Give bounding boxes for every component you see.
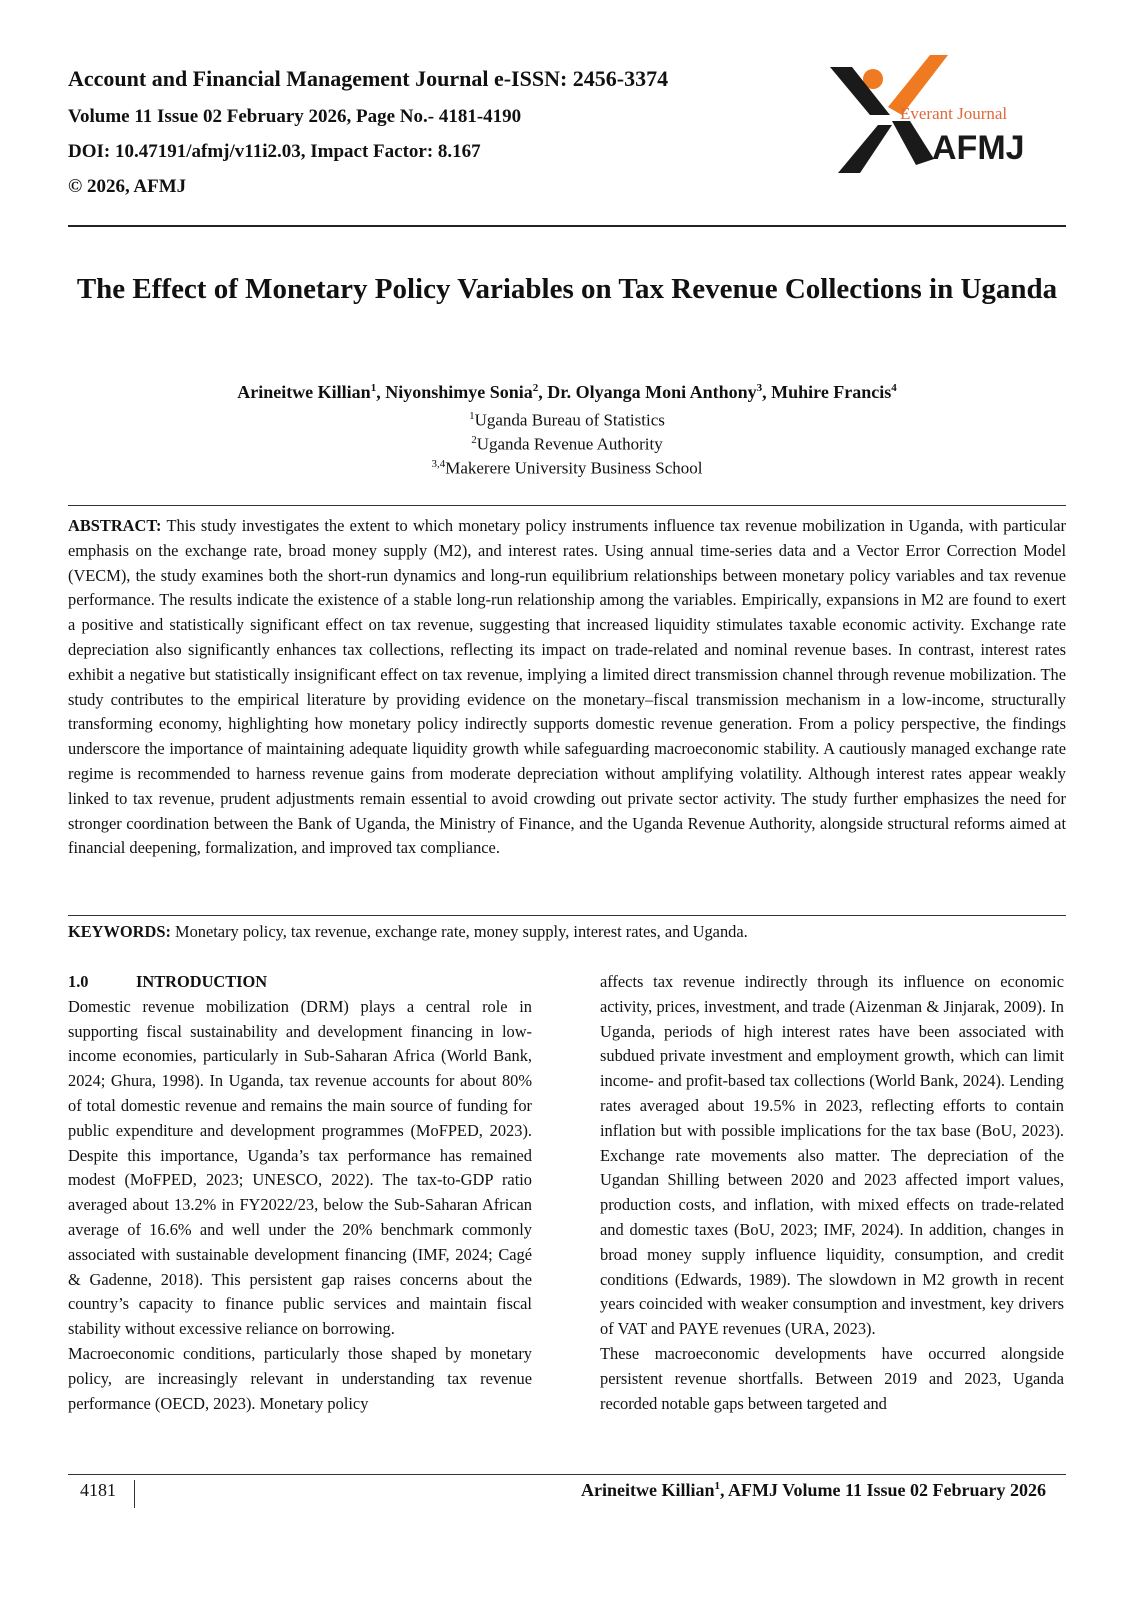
journal-header [68,66,768,211]
keywords [68,922,1066,942]
paragraph: affects tax revenue indirectly through its influence on economic activity, prices, investment, and trade (Aizenman & Jinjarak, 2009). In Uganda, periods of high interest rates have been associated with subdued private investment and employment growth, which can limit income- and profit-based tax collections (World Bank, 2024). Lending rates averaged about 19.5% in 2023, reflecting efforts to contain inflation but with possible implications for the tax base (BoU, 2023). Exchange rate movements also matter. The depreciation of the Ugandan Shilling between 2020 and 2023 affected import values, production costs, and inflation, with mixed effects on trade-related and domestic taxes (BoU, 2023; IMF, 2024). In addition, changes in broad money supply influence liquidity, consumption, and credit conditions (Edwards, 1989). The slowdown in M2 growth in recent years coincided with weaker consumption and investment, key drivers of VAT and PAYE revenues (URA, 2023). [600,972,1064,1339]
abstract-text: This study investigates the extent to which monetary policy instruments influence tax revenue mobilization in Uganda, with particular emphasis on the exchange rate, broad money supply (M2), and interest rates. Using annual time-series data and a Vector Error Correction Model (VECM), the study examines both the short-run dynamics and long-run equilibrium relationships between monetary policy variables and tax revenue performance. The results indicate the existence of a stable long-run relationship among the variables. Empirically, expansions in M2 are found to exert a positive and statistically significant effect on tax revenue, suggesting that increased liquidity stimulates taxable economic activity. Exchange rate depreciation also significantly enhances tax collections, reflecting its impact on trade-related and nominal revenue bases. In contrast, interest rates exhibit a negative but statistically insignificant effect on tax revenue, implying a limited direct transmission channel through revenue mobilization. The study contributes to the empirical literature by providing evidence on the monetary–fiscal transmission mechanism in a low-income, structurally transforming economy, highlighting how monetary policy indirectly supports domestic revenue generation. From a policy perspective, the findings underscore the importance of maintaining adequate liquidity growth while safeguarding macroeconomic stability. A cautiously managed exchange rate regime is recommended to harness revenue gains from moderate depreciation without amplifying volatility. Although interest rates appear weakly linked to tax revenue, prudent adjustments remain essential to avoid crowding out private sector activity. The study further emphasizes the need for stronger coordination between the Bank of Uganda, the Ministry of Finance, and the Uganda Revenue Authority, alongside structural reforms aimed at financial deepening, formalization, and improved tax compliance. [68,516,1066,858]
author-name: Arineitwe Killian [237,382,371,402]
paper-title: The Effect of Monetary Policy Variables on Tax Revenue Collections in Uganda [76,273,1058,305]
abstract-top-rule [68,505,1066,506]
keywords-text: Monetary policy, tax revenue, exchange rate, money supply, interest rates, and Uganda. [170,922,748,941]
running-footer: Arineitwe Killian$^1$, AFMJ Volume 11 Issue 02 February 2026 [580,1480,1046,1500]
abstract-bottom-rule [68,915,1066,916]
author-name: Dr. Olyanga Moni Anthony [547,382,757,402]
doi-info: DOI: 10.47191/afmj/v11i2.03, Impact Factor: 8.167 [68,141,481,162]
affiliation: $^{3,4}$Makerere University Business School [431,458,703,478]
paragraph: These macroeconomic developments have occurred alongside persistent revenue shortfalls. Between 2019 and 2023, Uganda recorded notable gaps between targeted and [600,1343,1064,1413]
abstract-label: ABSTRACT: [68,516,162,535]
author-sup: 4 [891,382,897,394]
footer-divider [134,1480,135,1508]
author-list: Arineitwe Killian$^1$, Niyonshimye Sonia$^2$, Dr. Olyanga Moni Anthony$^3$, Muhire Francis$^4$ [237,382,897,402]
page-footer [68,1480,1066,1506]
volume-info: Volume 11 Issue 02 February 2026, Page No.- 4181-4190 [68,106,522,127]
section-number: 1.0 [68,972,89,991]
journal-title: Account and Financial Management Journal e-ISSN: 2456-3374 [68,66,669,91]
page-number: 4181 [80,1480,116,1500]
header-rule [68,225,1066,227]
author-name: Niyonshimye Sonia [385,382,533,402]
left-column [68,970,532,1416]
logo-abbr: AFMJ [932,129,1025,167]
author-name: Muhire Francis [771,382,892,402]
logo-publisher: Everant Journal [900,104,1008,123]
copyright: © 2026, AFMJ [68,176,187,197]
keywords-label: KEYWORDS: [68,922,171,941]
affiliation: $^2$Uganda Revenue Authority [471,434,663,454]
paragraph: Domestic revenue mobilization (DRM) plays a central role in supporting fiscal sustainability and development financing in low-income economies, particularly in Sub-Saharan Africa (World Bank, 2024; Ghura, 1998). In Uganda, tax revenue accounts for about 80% of total domestic revenue and remains the main source of funding for public expenditure and development programmes (MoFPED, 2023). Despite this importance, Uganda’s tax performance has remained modest (MoFPED, 2023; UNESCO, 2022). The tax-to-GDP ratio averaged about 13.2% in FY2022/23, below the Sub-Saharan African average of 16.6% and well under the 20% benchmark commonly associated with sustainable development financing (IMF, 2024; Cagé & Gadenne, 2018). This persistent gap raises concerns about the country’s capacity to finance public services and maintain fiscal stability without excessive reliance on borrowing. [68,996,532,1339]
afmj-logo [830,55,1060,205]
author-sup: 1 [370,382,377,394]
footer-rule [68,1474,1066,1475]
section-heading [68,970,532,995]
author-sup: 2 [532,382,539,394]
author-sup: 3 [756,382,763,394]
paragraph: Macroeconomic conditions, particularly those shaped by monetary policy, are increasingly relevant in understanding tax revenue performance (OECD, 2023). Monetary policy [68,1343,532,1413]
affiliation: $^1$Uganda Bureau of Statistics [469,410,665,430]
section-title: INTRODUCTION [136,972,268,991]
right-column [600,970,1064,1416]
abstract [68,514,1066,861]
